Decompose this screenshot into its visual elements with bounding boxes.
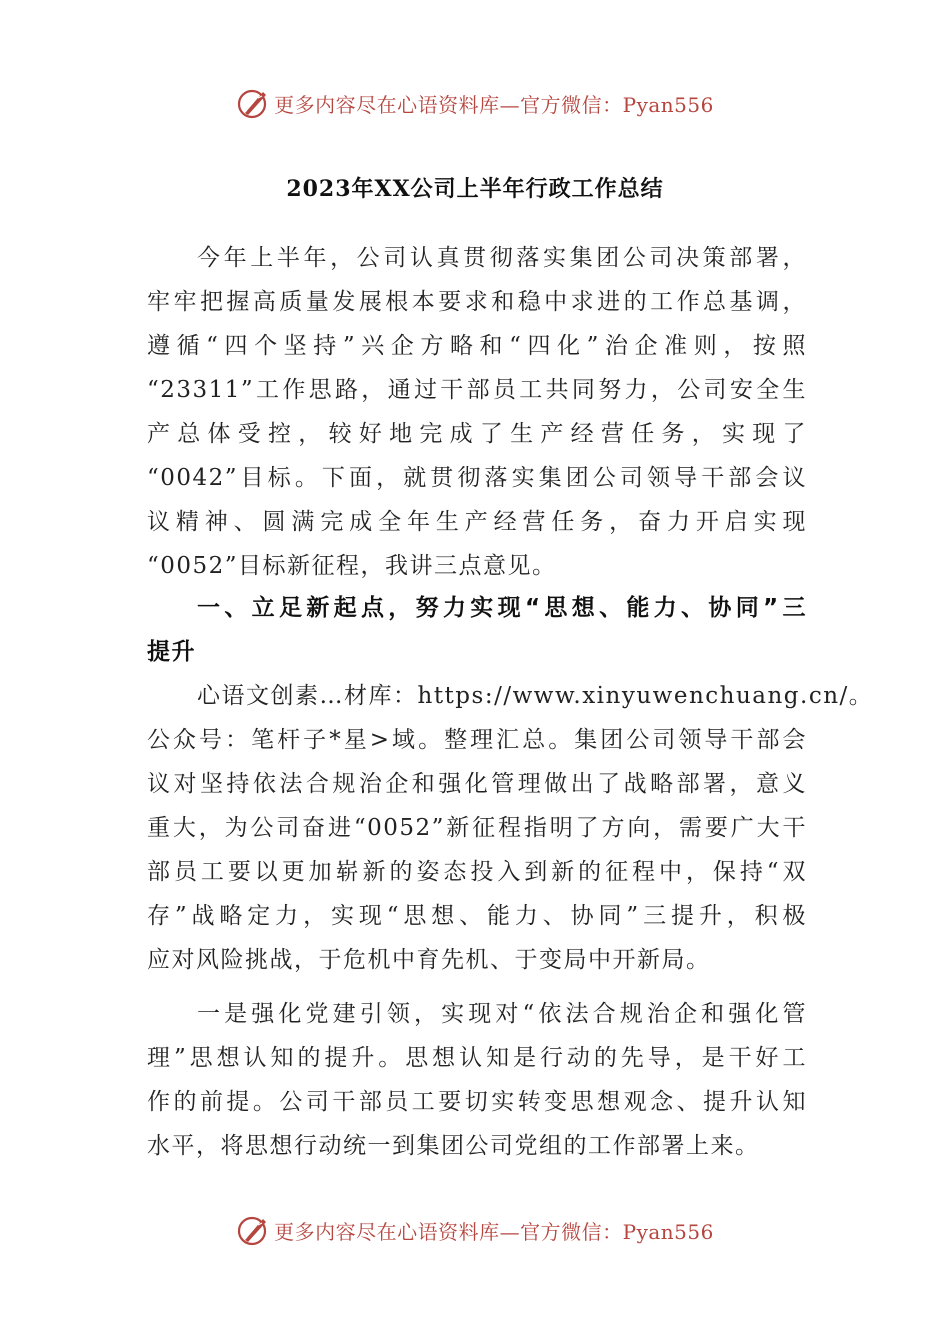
text-line: “23311”工作思路，通过干部员工共同努力，公司安全生 [147,377,807,403]
text-line: 产总体受控，较好地完成了生产经营任务，实现了 [147,421,807,447]
text-line: 重大，为公司奋进“0052”新征程指明了方向，需要广大干 [147,815,807,841]
quill-logo-icon [236,1213,270,1247]
text-line: 部员工要以更加崭新的姿态投入到新的征程中，保持“双 [147,859,807,885]
banner-text: 更多内容尽在心语资料库—官方微信：Pyan556 [274,1219,714,1244]
text-line: 议对坚持依法合规治企和强化管理做出了战略部署，意义 [147,771,807,797]
text-line: “0042”目标。下面，就贯彻落实集团公司领导干部会议 [147,465,807,491]
text-line: 理”思想认知的提升。思想认知是行动的先导，是干好工 [147,1045,807,1071]
paragraph-section-intro [147,674,874,982]
text-line: 牢牢把握高质量发展根本要求和稳中求进的工作总基调， [147,289,807,315]
paragraph-point-one [147,992,807,1168]
heading-line: 提升 [147,639,196,665]
paragraph-intro [147,236,807,588]
document-title: 2023年XX公司上半年行政工作总结 [286,176,664,202]
text-line: 作的前提。公司干部员工要切实转变思想观念、提升认知 [147,1089,807,1115]
text-line: 公众号：笔杆子*星>域。整理汇总。集团公司领导干部会 [147,727,807,753]
text-line: “0052”目标新征程，我讲三点意见。 [147,553,557,579]
section-heading [147,586,807,674]
text-line: 遵循“四个坚持”兴企方略和“四化”治企准则，按照 [147,333,807,359]
heading-line: 一、立足新起点，努力实现“思想、能力、协同”三 [197,595,807,621]
quill-logo-icon [236,86,270,120]
text-line: 水平，将思想行动统一到集团公司党组的工作部署上来。 [147,1133,760,1159]
text-line: 心语文创素…材库：https://www.xinyuwenchuang.cn/。 [197,683,874,709]
text-line: 应对风险挑战，于危机中育先机、于变局中开新局。 [147,947,711,973]
header-watermark-banner [0,83,950,123]
banner-text: 更多内容尽在心语资料库—官方微信：Pyan556 [274,92,714,117]
footer-watermark-banner [0,1210,950,1250]
text-line: 今年上半年，公司认真贯彻落实集团公司决策部署， [197,245,807,271]
text-line: 一是强化党建引领，实现对“依法合规治企和强化管 [197,1001,807,1027]
text-line: 议精神、圆满完成全年生产经营任务，奋力开启实现 [147,509,807,535]
text-line: 存”战略定力，实现“思想、能力、协同”三提升，积极 [147,903,807,929]
